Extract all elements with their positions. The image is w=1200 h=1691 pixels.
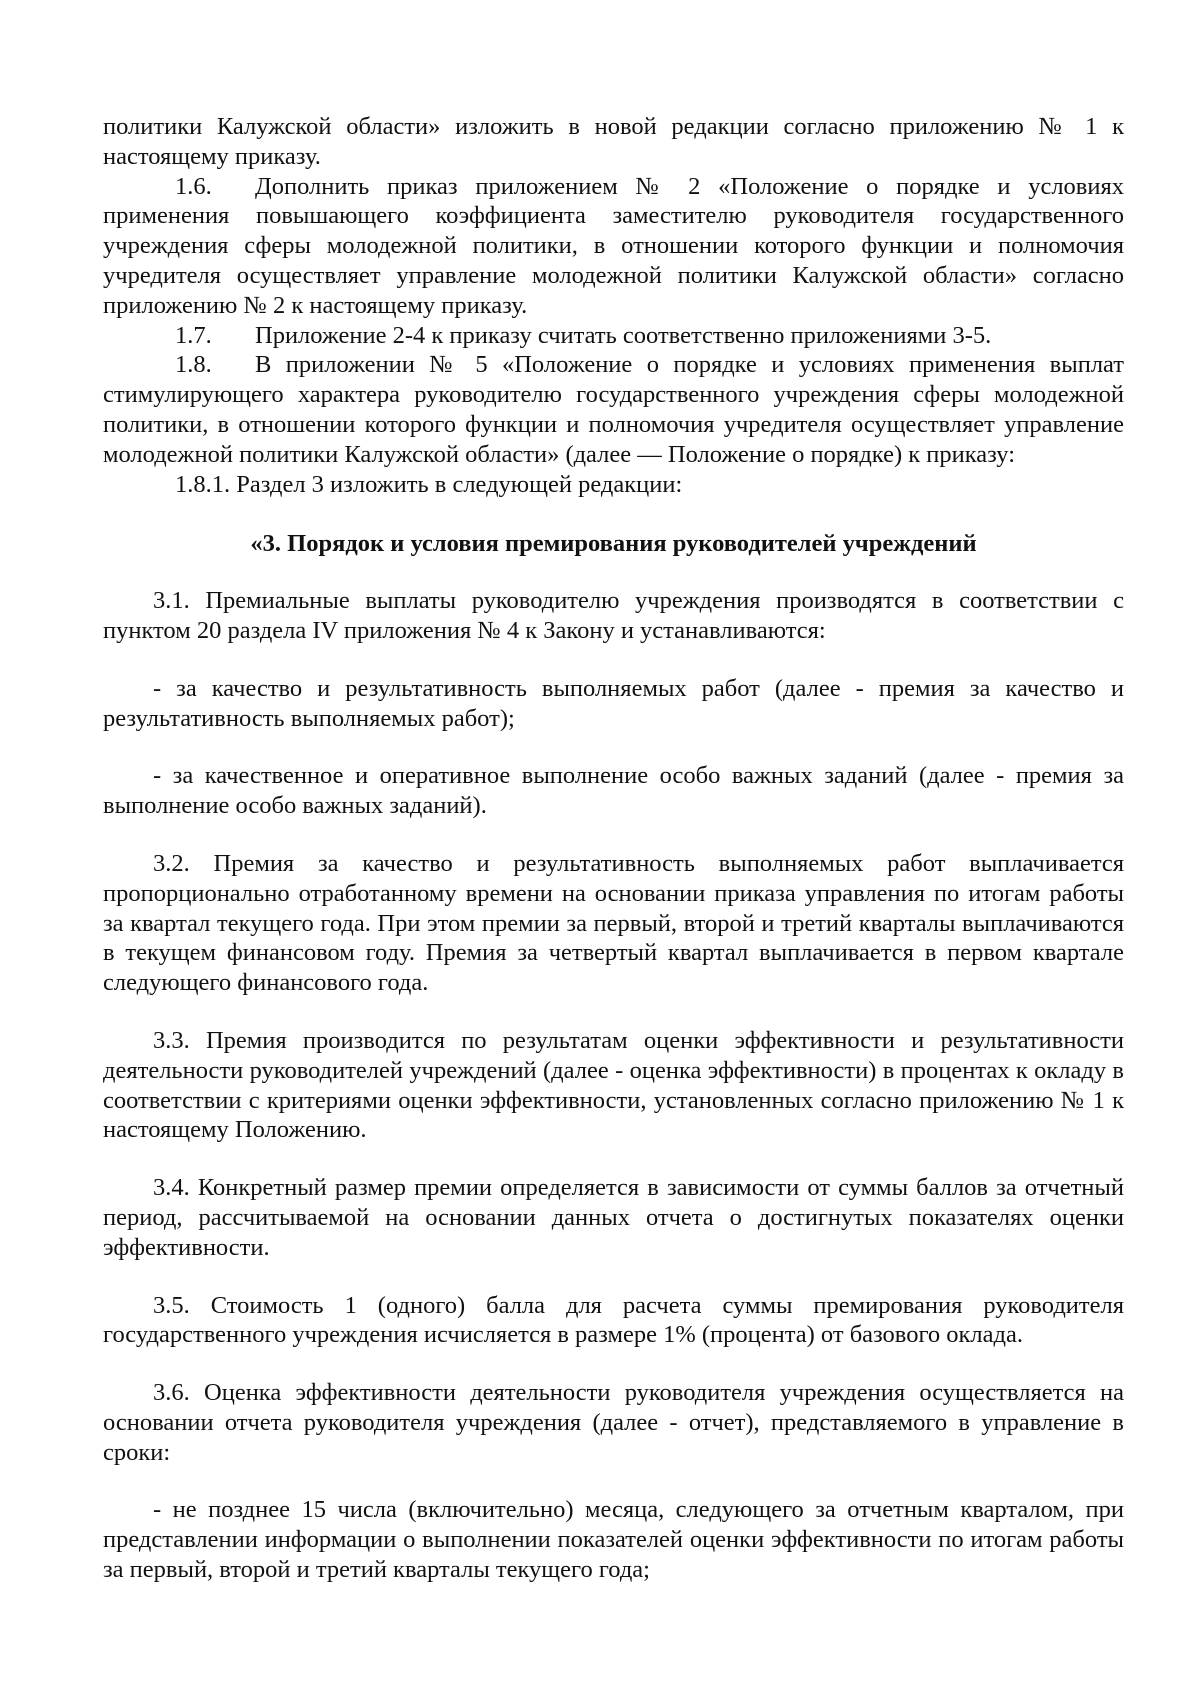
item-text: В приложении № 5 «Положение о порядке и условиях применения выплат стимулирующего характера руководителю государственного учреждения сферы молодежной политики, в отношении которого функции и полномочия учредителя осуществляет управление молодежной политики Калужской области» (далее — Положение о порядке) к приказу: bbox=[103, 351, 1124, 468]
item-1-8 bbox=[103, 350, 1124, 469]
document-page bbox=[103, 112, 1124, 1585]
list-item-important-tasks: - за качественное и оперативное выполнение особо важных заданий (далее - премия за выполнение особо важных заданий). bbox=[103, 762, 1124, 820]
paragraph-3-6: 3.6. Оценка эффективности деятельности руководителя учреждения осуществляется на основании отчета руководителя учреждения (далее - отчет), представляемого в управление в сроки: bbox=[103, 1379, 1124, 1466]
list-item-quality: - за качество и результативность выполняемых работ (далее - премия за качество и результативность выполняемых работ); bbox=[103, 674, 1124, 732]
item-number: 1.8. bbox=[175, 351, 212, 379]
paragraph-3-1: 3.1. Премиальные выплаты руководителю учреждения производятся в соответствии с пунктом 20 раздела IV приложения № 4 к Закону и устанавливаются: bbox=[103, 587, 1124, 644]
item-1-7 bbox=[103, 321, 1124, 351]
item-number: 1.6. bbox=[175, 172, 212, 200]
item-text: Дополнить приказ приложением № 2 «Положение о порядке и условиях применения повышающего коэффициента заместителю руководителя государственного учреждения сферы молодежной политики, в отношении которого функции и полномочия учредителя осуществляет управление молодежной политики Калужской области» согласно приложению № 2 к настоящему приказу. bbox=[103, 172, 1124, 319]
item-number: 1.7. bbox=[175, 321, 212, 349]
paragraph-3-5: 3.5. Стоимость 1 (одного) балла для расчета суммы премирования руководителя государственного учреждения исчисляется в размере 1% (процента) от базового оклада. bbox=[103, 1291, 1124, 1349]
item-1-6 bbox=[103, 172, 1124, 321]
paragraph-3-4: 3.4. Конкретный размер премии определяется в зависимости от суммы баллов за отчетный период, рассчитываемой на основании данных отчета о достигнутых показателях оценки эффективности. bbox=[103, 1174, 1124, 1261]
section-heading: «3. Порядок и условия премирования руководителей учреждений bbox=[250, 530, 977, 558]
list-item-deadline: - не позднее 15 числа (включительно) месяца, следующего за отчетным кварталом, при представлении информации о выполнении показателей оценки эффективности по итогам работы за первый, второй и третий кварталы текущего года; bbox=[103, 1496, 1124, 1584]
paragraph-3-2: 3.2. Премия за качество и результативность выполняемых работ выплачивается пропорционально отработанному времени на основании приказа управления по итогам работы за квартал текущего года. При этом премии за первый, второй и третий кварталы выплачиваются в текущем финансовом году. Премия за четвертый квартал выплачивается в первом квартале следующего финансового года. bbox=[103, 849, 1124, 997]
sub-item-1-8-1: 1.8.1. Раздел 3 изложить в следующей редакции: bbox=[175, 470, 683, 498]
paragraph-3-3: 3.3. Премия производится по результатам оценки эффективности и результативности деятельности руководителей учреждений (далее - оценка эффективности) в процентах к окладу в соответствии с критериями оценки эффективности, установленных согласно приложению № 1 к настоящему Положению. bbox=[103, 1026, 1124, 1144]
item-text: Приложение 2-4 к приказу считать соответственно приложениями 3-5. bbox=[255, 321, 992, 349]
intro-paragraph: политики Калужской области» изложить в новой редакции согласно приложению № 1 к настоящему приказу. bbox=[103, 113, 1124, 170]
